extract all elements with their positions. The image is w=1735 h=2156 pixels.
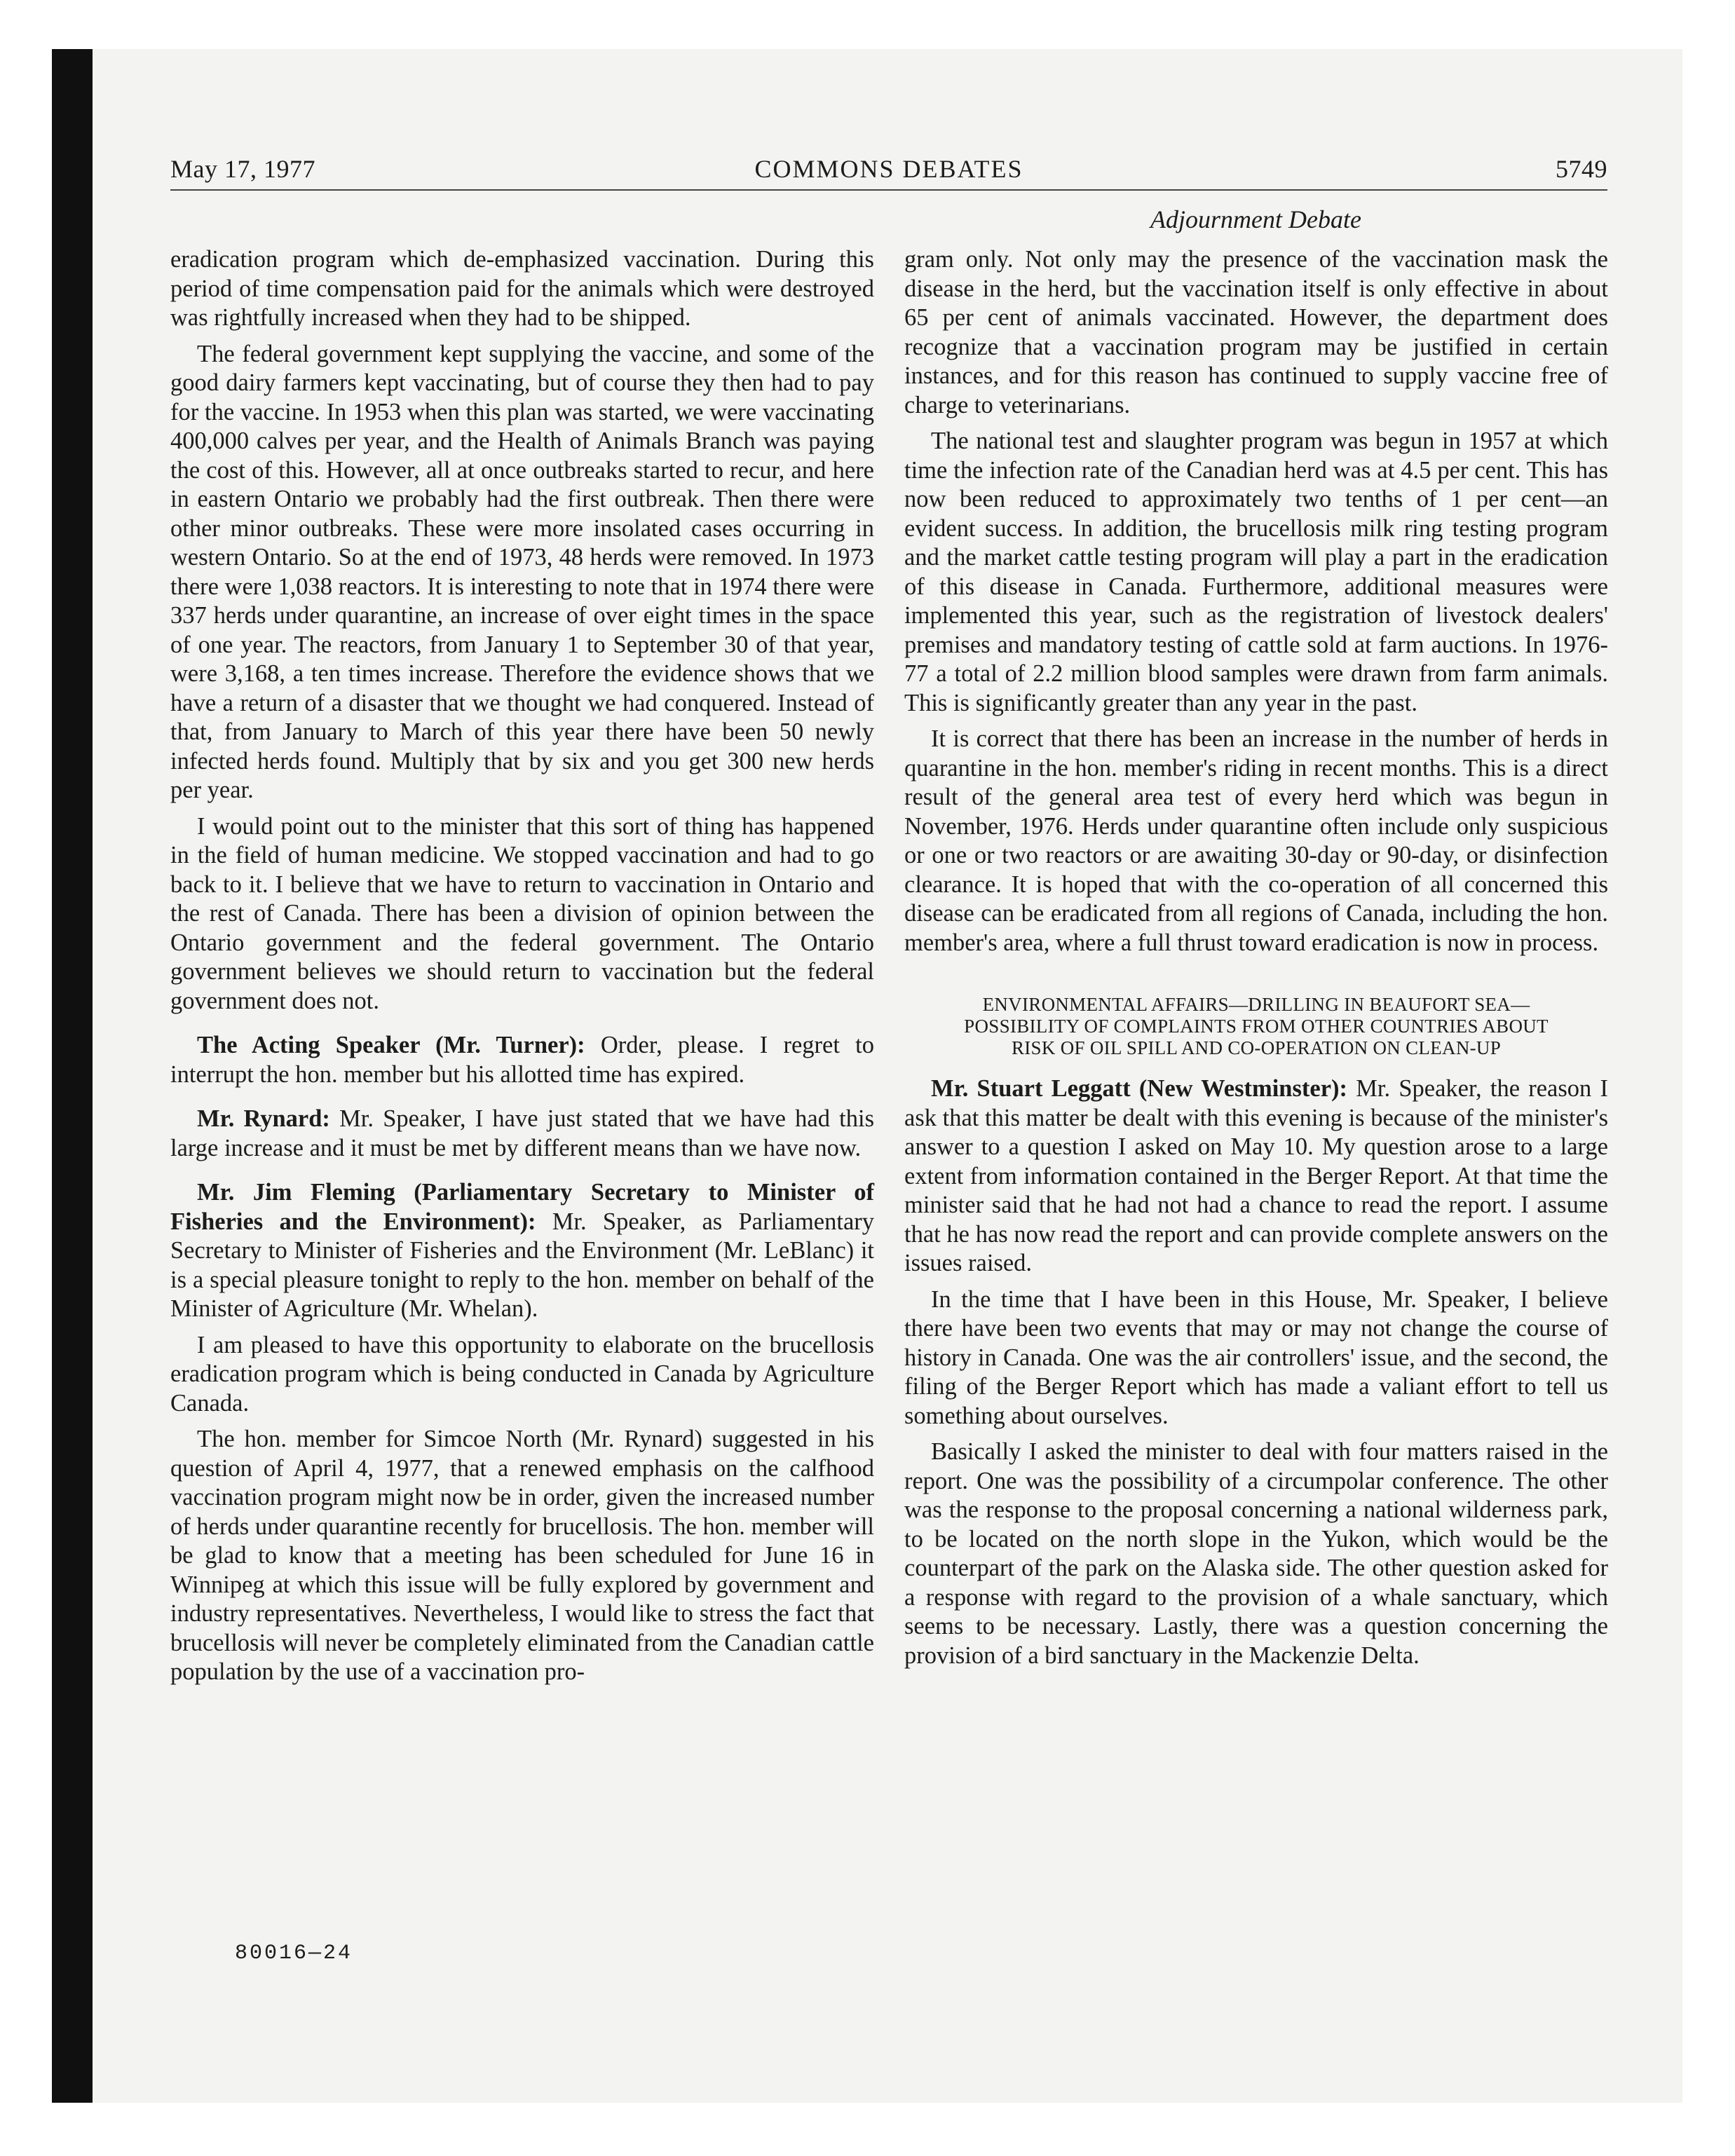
speech-paragraph <box>170 1178 874 1324</box>
speech-text: Mr. Speaker, the reason I ask that this matter be dealt with this evening is because of the minister's answer to a question I asked on May 10. My question arose to a large extent from information contained in the Berger Report. At that time the minister said that he had not had a chance to read the report. I assume that he has now read the report and can provide complete answers on the issues raised. <box>904 1075 1608 1276</box>
section-heading: Adjournment Debate <box>1150 205 1361 233</box>
subheading-line: ENVIRONMENTAL AFFAIRS—DRILLING IN BEAUFORT SEA— <box>982 994 1530 1015</box>
paragraph: The national test and slaughter program was begun in 1957 at which time the infection rate of the Canadian herd was at 4.5 per cent. This has now been reduced to approximately two tenths of 1 per cent—an evident success. In addition, the brucellosis milk ring testing program and the market cattle testing program will play a part in the eradication of this disease in Canada. Furthermore, additional measures were implemented this year, such as the registration of livestock dealers' premises and mandatory testing of cattle sold at farm auctions. In 1976-77 a total of 2.2 million blood samples were drawn from farm animals. This is significantly greater than any year in the past. <box>904 428 1608 716</box>
paragraph: gram only. Not only may the presence of the vaccination mask the disease in the herd, but the vaccination itself is only effective in about 65 per cent of animals vaccinated. However, the department does recognize that a vaccination program may be justified in certain instances, and for this reason has continued to supply vaccine free of charge to veterinarians. <box>904 246 1608 418</box>
speaker-name: Mr. Stuart Leggatt (New Westminster): <box>931 1075 1348 1102</box>
speech-text: Mr. Speaker, as Parliamentary Secretary to Minister of Fisheries and the Environment (Mr. LeBlanc) it is a special pleasure tonight to reply to the hon. member on behalf of the Minister of Agriculture (Mr. Whelan). <box>170 1208 875 1322</box>
header-date: May 17, 1977 <box>170 155 315 183</box>
paragraph: The hon. member for Simcoe North (Mr. Rynard) suggested in his question of April 4, 1977, that a renewed emphasis on the calfhood vaccination program might now be in order, given the increased number of herds under quarantine recently for brucellosis. The hon. member will be glad to know that a meeting has been scheduled for June 16 in Winnipeg at which this issue will be fully explored by government and industry representatives. Nevertheless, I would like to stress the fact that brucellosis will never be completely eliminated from the Canadian cattle population by the use of a vaccination pro- <box>170 1426 874 1685</box>
scan-edge <box>52 49 93 2103</box>
speech-paragraph <box>170 1031 874 1089</box>
paragraph: In the time that I have been in this House, Mr. Speaker, I believe there have been two events that may or may not change the course of history in Canada. One was the air controllers' issue, and the second, the filing of the Berger Report which has made a valiant effort to tell us something about ourselves. <box>904 1285 1608 1429</box>
running-head <box>170 154 1607 191</box>
paragraph: The federal government kept supplying the vaccine, and some of the good dairy farmers kept vaccinating, but of course they then had to pay for the vaccine. In 1953 when this plan was started, we were vaccinating 400,000 calves per year, and the Health of Animals Branch was paying the cost of this. However, all at once outbreaks started to recur, and here in eastern Ontario we probably had the first outbreak. Then there were other minor outbreaks. These were more insolated cases occurring in western Ontario. So at the end of 1973, 48 herds were removed. In 1973 there were 1,038 reactors. It is interesting to note that in 1974 there were 337 herds under quarantine, an increase of over eight times in the space of one year. The reactors, from January 1 to September 30 of that year, were 3,168, a ten times increase. Therefore the evidence shows that we have a return of a disaster that we thought we had conquered. Instead of that, from January to March of this year there have been 50 newly infected herds found. Multiply that by six and you get 300 new herds per year. <box>170 340 874 803</box>
speech-text: Mr. Speaker, I have just stated that we have had this large increase and it must be met by different means than we have now. <box>170 1105 874 1161</box>
paragraph: I am pleased to have this opportunity to elaborate on the brucellosis eradication program which is being conducted in Canada by Agriculture Canada. <box>170 1331 874 1417</box>
topic-subheading <box>904 994 1608 1059</box>
paragraph: eradication program which de-emphasized vaccination. During this period of time compensation paid for the animals which were destroyed was rightfully increased when they had to be shipped. <box>170 246 874 331</box>
subheading-line: POSSIBILITY OF COMPLAINTS FROM OTHER COUNTRIES ABOUT <box>964 1016 1549 1037</box>
speech-paragraph <box>170 1105 874 1163</box>
speech-paragraph <box>904 1074 1608 1278</box>
right-column <box>904 245 1608 1677</box>
speech-text: Order, please. I regret to interrupt the hon. member but his allotted time has expired. <box>170 1032 874 1088</box>
speaker-name: The Acting Speaker (Mr. Turner): <box>197 1032 585 1058</box>
subheading-line: RISK OF OIL SPILL AND CO-OPERATION ON CLEAN-UP <box>1011 1037 1502 1058</box>
speaker-name: Mr. Jim Fleming (Parliamentary Secretary to Minister of Fisheries and the Environment): <box>170 1179 874 1235</box>
speaker-name: Mr. Rynard: <box>197 1105 330 1132</box>
paragraph: It is correct that there has been an increase in the number of herds in quarantine in the hon. member's riding in recent months. This is a direct result of the general area test of every herd which was begun in November, 1976. Herds under quarantine often include only suspicious or one or two reactors or are awaiting 30-day or 90-day, or disinfection clearance. It is hoped that with the co-operation of all concerned this disease can be eradicated from all regions of Canada, including the hon. member's area, where a full thrust toward eradication is now in process. <box>904 725 1608 956</box>
paragraph: I would point out to the minister that this sort of thing has happened in the field of human medicine. We stopped vaccination and had to go back to it. I believe that we have to return to vaccination in Ontario and the rest of Canada. There has been a division of opinion between the Ontario government and the federal government. The Ontario government believes we should return to vaccination but the federal government does not. <box>170 812 874 1014</box>
header-title: COMMONS DEBATES <box>754 155 1023 183</box>
left-column <box>170 245 874 1694</box>
print-code: 80016—24 <box>235 1942 353 1965</box>
page-number: 5749 <box>1556 155 1607 183</box>
paragraph: Basically I asked the minister to deal with four matters raised in the report. One was the possibility of a circumpolar conference. The other was the response to the proposal concerning a national wilderness park, to be located on the north slope in the Yukon, which would be the counterpart of the park on the Alaska side. The other question asked for a response with regard to the provision of a whale sanctuary, which seems to be necessary. Lastly, there was a question concerning the provision of a bird sanctuary in the Mackenzie Delta. <box>904 1438 1608 1669</box>
